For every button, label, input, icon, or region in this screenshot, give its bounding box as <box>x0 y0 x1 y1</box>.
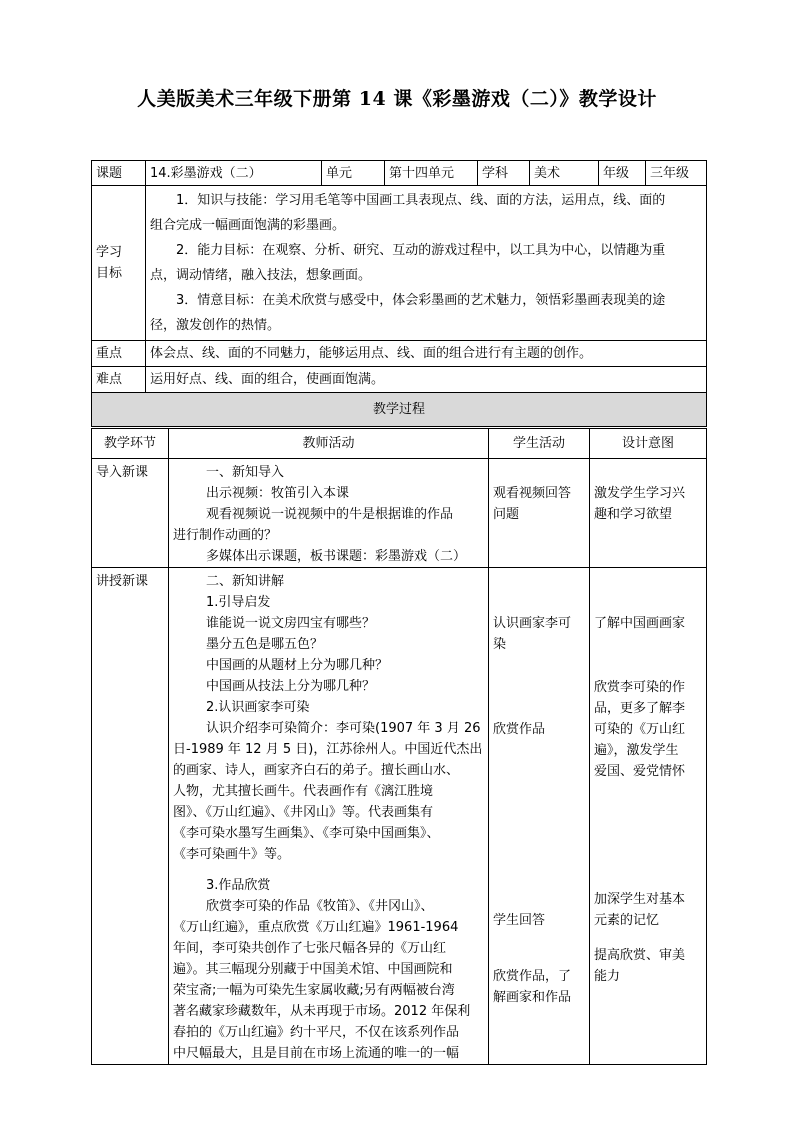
text-line: 年间，李可染共创作了七张尺幅各异的《万山红 <box>173 941 447 956</box>
intro-teacher-activity <box>169 459 489 568</box>
lesson-label: 课题 <box>92 161 146 186</box>
text-line: 中国画的从题材上分为哪几种？ <box>206 658 389 673</box>
objectives-content <box>146 186 707 341</box>
text-line: 二、新知讲解 <box>206 574 285 589</box>
lecture-design-intent: 了解中国画画家 欣赏李可染的作 品，更多了解李 可染的《万山红 遍》，激发学生 爱国、爱党情怀 加深学生对基本 元素的记忆 提高欣赏、审美 能力 <box>590 568 707 1065</box>
header-teacher: 教师活动 <box>169 429 489 459</box>
lecture-teacher-activity <box>169 568 489 1065</box>
objective-line: 组合完成一幅画面饱满的彩墨画。 <box>150 218 346 233</box>
text-line: 中尺幅最大，且是目前在市场上流通的唯一的一幅 <box>173 1046 460 1061</box>
objective-line: 2．能力目标：在观察、分析、研究、互动的游戏过程中，以工具为中心，以情趣为重 <box>176 243 666 258</box>
objective-line: 径，激发创作的热情。 <box>150 318 281 333</box>
text-line: 著名藏家珍藏数年，从未再现于市场。2012 年保利 <box>173 1004 471 1019</box>
text-line: 日-1989 年 12 月 5 日)，江苏徐州人。中国近代杰出 <box>173 742 483 757</box>
text-line: 认识介绍李可染简介：李可染(1907 年 3 月 26 <box>206 721 481 736</box>
document-title: 人美版美术三年级下册第 14 课《彩墨游戏（二）》教学设计 <box>137 88 657 110</box>
text-line: 图》、《万山红遍》、《井冈山》等。代表画集有 <box>173 805 434 820</box>
intro-stage: 导入新课 <box>92 459 169 568</box>
text-line: 多媒体出示课题，板书课题：彩墨游戏（二） <box>206 549 467 564</box>
grade-value: 三年级 <box>646 161 707 186</box>
difficult-points-label: 难点 <box>92 367 146 393</box>
lecture-stage: 讲授新课 <box>92 568 169 1065</box>
text-line: 进行制作动画的？ <box>173 528 278 543</box>
lecture-student-activity: 认识画家李可 染 欣赏作品 学生回答 欣赏作品，了 解画家和作品 <box>489 568 590 1065</box>
grade-label: 年级 <box>599 161 646 186</box>
intro-student-activity: 观看视频回答 问题 <box>489 459 590 568</box>
header-stage: 教学环节 <box>92 429 169 459</box>
text-line: 谁能说一说文房四宝有哪些？ <box>206 616 376 631</box>
unit-value: 第十四单元 <box>385 161 478 186</box>
key-points-text: 体会点、线、面的不同魅力，能够运用点、线、面的组合进行有主题的创作。 <box>146 341 707 367</box>
process-section-title: 教学过程 <box>92 393 707 427</box>
text-line: 的画家、诗人，画家齐白石的弟子。擅长画山水、 <box>173 763 460 778</box>
text-line: 欣赏李可染的作品《牧笛》、《井冈山》、 <box>206 899 434 914</box>
text-line: 《万山红遍》，重点欣赏《万山红遍》1961-1964 <box>173 920 459 935</box>
objective-line: 1．知识与技能：学习用毛笔等中国画工具表现点、线、面的方法，运用点，线、面的 <box>176 193 666 208</box>
text-line: 2.认识画家李可染 <box>206 700 310 715</box>
difficult-points-text: 运用好点、线、面的组合，使画面饱满。 <box>146 367 707 393</box>
lesson-info-table <box>91 160 707 427</box>
text-line: 观看视频说一说视频中的牛是根据谁的作品 <box>206 507 454 522</box>
header-intent: 设计意图 <box>590 429 707 459</box>
subject-value: 美术 <box>530 161 599 186</box>
text-line: 中国画从技法上分为哪几种？ <box>206 679 376 694</box>
unit-label: 单元 <box>322 161 385 186</box>
objective-line: 点，调动情绪，融入技法，想象画面。 <box>150 268 372 283</box>
text-line: 墨分五色是哪五色？ <box>206 637 324 652</box>
teaching-process-table <box>91 428 707 1065</box>
objective-line: 3．情意目标：在美术欣赏与感受中，体会彩墨画的艺术魅力，领悟彩墨画表现美的途 <box>176 293 666 308</box>
intro-design-intent: 激发学生学习兴 趣和学习欲望 <box>590 459 707 568</box>
text-line: 3.作品欣赏 <box>206 878 271 893</box>
text-line: 遍》。其三幅现分别藏于中国美术馆、中国画院和 <box>173 962 453 977</box>
text-line: 出示视频：牧笛引入本课 <box>206 486 350 501</box>
text-line: 一、新知导入 <box>206 465 285 480</box>
subject-label: 学科 <box>478 161 530 186</box>
text-line: 1.引导启发 <box>206 595 271 610</box>
text-line: 人物，尤其擅长画牛。代表画作有《漓江胜境 <box>173 784 434 799</box>
text-line: 《李可染水墨写生画集》、《李可染中国画集》、 <box>173 826 440 841</box>
key-points-label: 重点 <box>92 341 146 367</box>
objectives-label: 学习 目标 <box>92 186 146 341</box>
header-student: 学生活动 <box>489 429 590 459</box>
text-line: 《李可染画牛》等。 <box>173 847 291 862</box>
text-line: 春拍的《万山红遍》约十平尺，不仅在该系列作品 <box>173 1025 460 1040</box>
text-line: 荣宝斋;一幅为可染先生家属收藏;另有两幅被台湾 <box>173 983 455 998</box>
lesson-value: 14.彩墨游戏（二） <box>146 161 322 186</box>
